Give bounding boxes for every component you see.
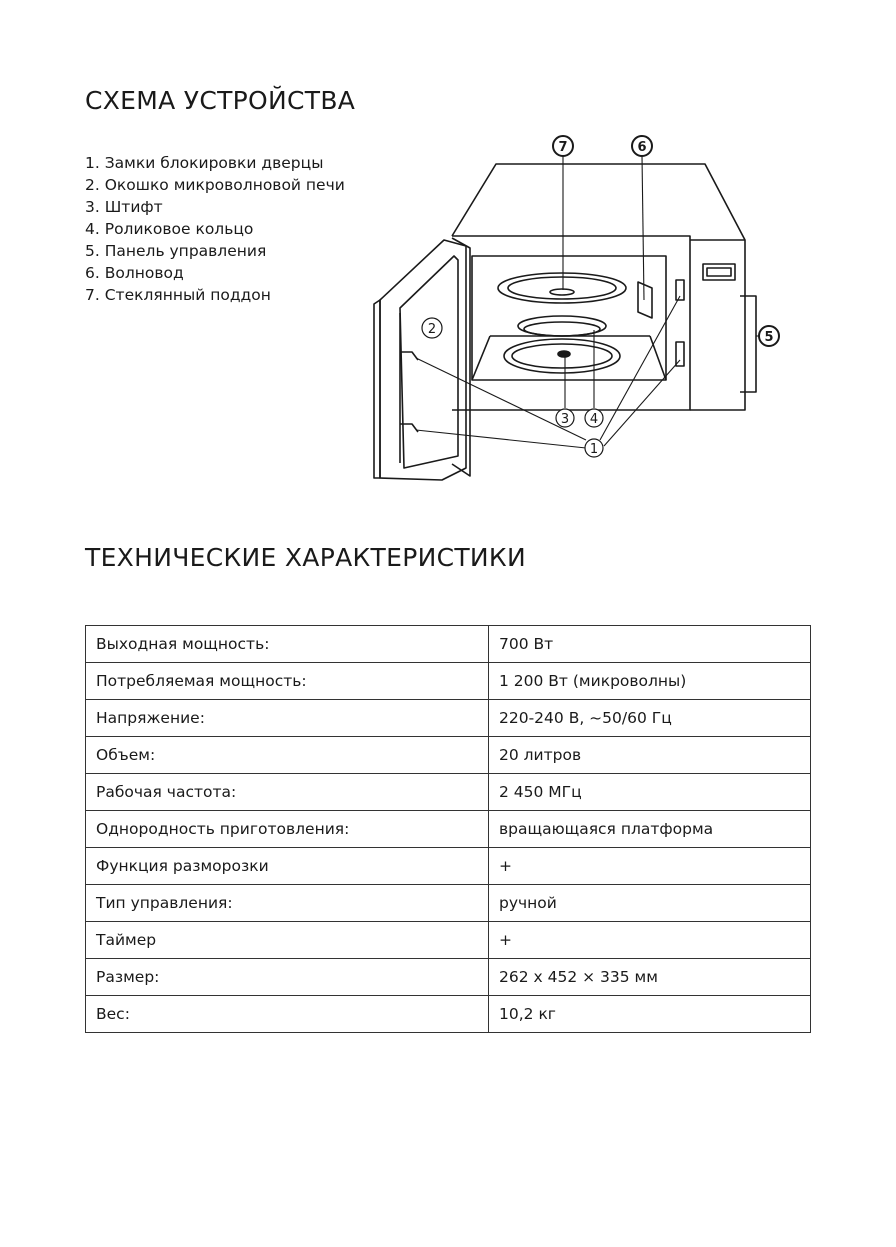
spec-label: Напряжение: <box>86 700 489 737</box>
spec-label: Таймер <box>86 922 489 959</box>
spec-value: 20 литров <box>489 737 811 774</box>
parts-list <box>85 152 345 306</box>
table-row <box>86 848 811 885</box>
parts-list-item: 5. Панель управления <box>85 242 267 260</box>
spec-label: Однородность приготовления: <box>86 811 489 848</box>
table-row <box>86 700 811 737</box>
spec-value: вращающаяся платформа <box>489 811 811 848</box>
callout-6: 6 <box>637 140 647 155</box>
parts-list-item: 1. Замки блокировки дверцы <box>85 154 324 172</box>
parts-list-item: 2. Окошко микроволновой печи <box>85 176 345 194</box>
spec-value: 700 Вт <box>489 626 811 663</box>
parts-list-item: 3. Штифт <box>85 198 163 216</box>
table-row <box>86 959 811 996</box>
spec-value: 10,2 кг <box>489 996 811 1033</box>
section-title-device-scheme: СХЕМА УСТРОЙСТВА <box>85 86 356 115</box>
spec-value: 1 200 Вт (микроволны) <box>489 663 811 700</box>
spec-value: 220-240 В, ~50/60 Гц <box>489 700 811 737</box>
spec-value: + <box>489 848 811 885</box>
table-row <box>86 737 811 774</box>
spec-label: Тип управления: <box>86 885 489 922</box>
spec-label: Вес: <box>86 996 489 1033</box>
spec-label: Выходная мощность: <box>86 626 489 663</box>
table-row <box>86 663 811 700</box>
spec-label: Размер: <box>86 959 489 996</box>
spec-value: + <box>489 922 811 959</box>
spec-value: 2 450 МГц <box>489 774 811 811</box>
microwave-diagram <box>360 128 820 508</box>
callout-4: 4 <box>589 412 599 427</box>
spec-label: Объем: <box>86 737 489 774</box>
table-row <box>86 811 811 848</box>
table-row <box>86 922 811 959</box>
table-row <box>86 996 811 1033</box>
spec-label: Функция разморозки <box>86 848 489 885</box>
parts-list-item: 4. Роликовое кольцо <box>85 220 254 238</box>
callout-1: 1 <box>589 442 599 457</box>
callout-2: 2 <box>427 322 437 337</box>
spec-label: Рабочая частота: <box>86 774 489 811</box>
spec-table <box>85 625 811 1033</box>
table-row <box>86 626 811 663</box>
spec-value: 262 x 452 × 335 мм <box>489 959 811 996</box>
table-row <box>86 885 811 922</box>
section-title-specs: ТЕХНИЧЕСКИЕ ХАРАКТЕРИСТИКИ <box>85 543 526 572</box>
spec-value: ручной <box>489 885 811 922</box>
callout-5: 5 <box>764 330 774 345</box>
parts-list-item: 7. Стеклянный поддон <box>85 286 271 304</box>
parts-list-item: 6. Волновод <box>85 264 184 282</box>
spec-label: Потребляемая мощность: <box>86 663 489 700</box>
callout-3: 3 <box>560 412 570 427</box>
table-row <box>86 774 811 811</box>
callout-7: 7 <box>558 140 568 155</box>
